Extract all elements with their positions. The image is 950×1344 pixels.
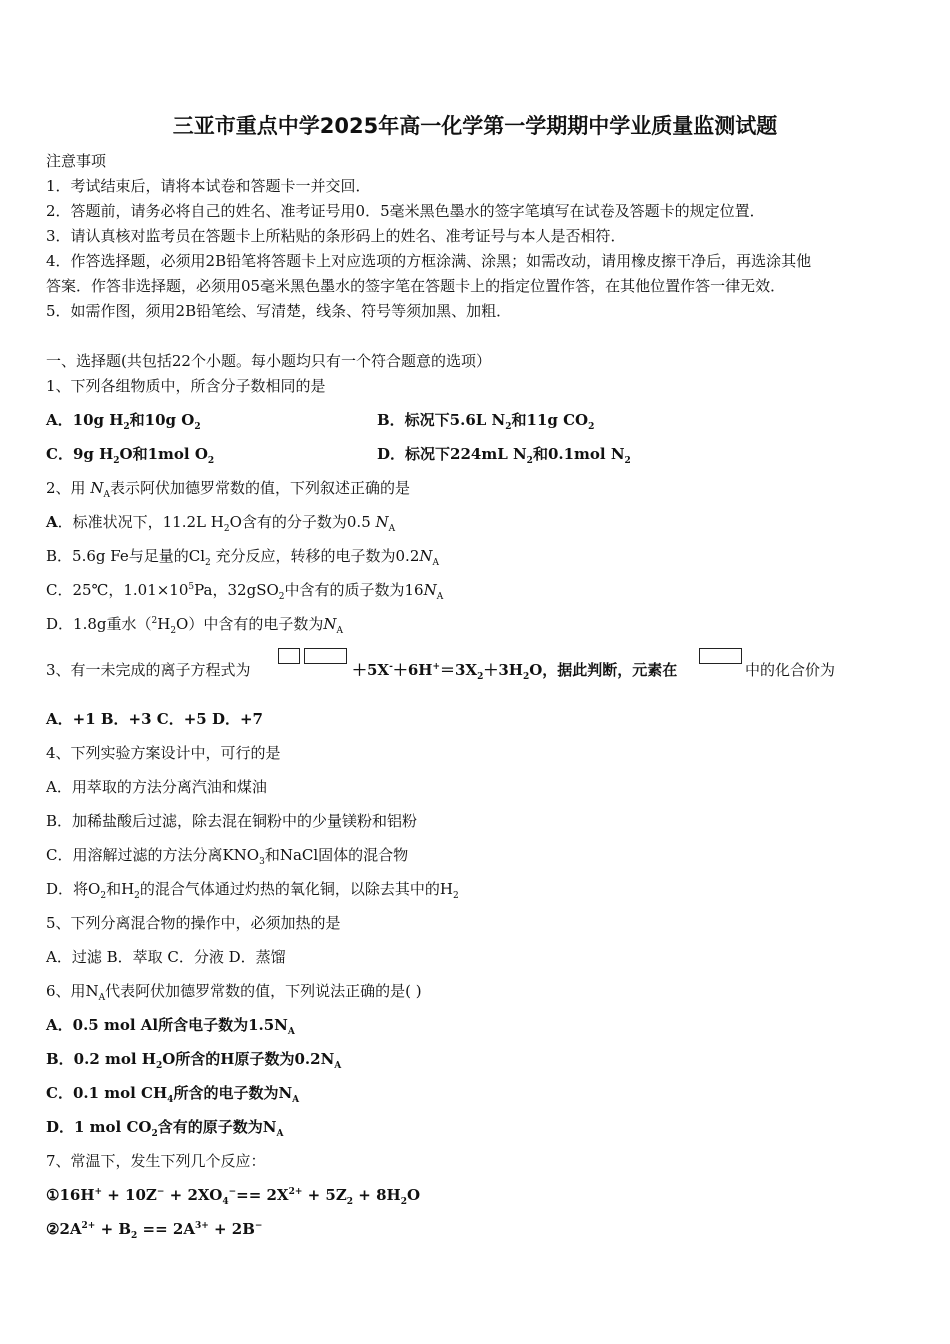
q2-option-c: C．25℃，$1.01\times 10^5Pa$，32gSO$_2$中含有的质子数为$16N_A$ [46,581,444,602]
section-heading: 一、选择题(共包括22个小题。每小题均只有一个符合题意的选项） [46,352,491,370]
notice-item: 3．请认真核对监考员在答题卡上所粘贴的条形码上的姓名、准考证号与本人是否相符． [46,227,626,245]
q2-option-d: D．1.8g重水$(^2H_2O)$中含有的电子数为$N_A$ [46,615,343,636]
q3-blank-box [699,648,742,664]
q4-stem: 4、下列实验方案设计中，可行的是 [46,744,281,762]
page-title: 三亚市重点中学2025年高一化学第一学期期中学业质量监测试题 [172,114,778,138]
q3-tail: 中的化合价为 [745,661,836,679]
q1-option-c: C．9g $H_2O$和1mol $O_2$ [46,445,215,466]
q6-option-b: B．0.2 mol $H_2O$所含的H原子数为$0.2N_A$ [46,1050,342,1071]
q4-option-d: D．将$O_2$和$H_2$的混合气体通过灼热的氧化铜，以除去其中的$H_2$ [46,880,459,901]
q4-option-c: C．用溶解过滤的方法分离$KNO_3$和NaCl固体的混合物 [46,846,409,867]
q7-reaction-2: $②2A^{2+} + B_2 == 2A^{3+} + 2B^-$ [46,1220,263,1241]
q1-option-b: B．标况下5.6L $N_2$和11g $CO_2$ [377,411,595,432]
q2-stem: 2、用 $N_A$表示阿伏加德罗常数的值，下列叙述正确的是 [46,479,410,500]
notice-heading: 注意事项 [46,152,107,170]
q1-stem: 1、下列各组物质中，所含分子数相同的是 [46,377,326,395]
q2-option-b: B．5.6g Fe与足量的$Cl_2$ 充分反应，转移的电子数为$0.2N_A$ [46,547,439,568]
q7-stem: 7、常温下，发生下列几个反应： [46,1152,266,1170]
q6-option-a: A．0.5 mol Al所含电子数为$1.5N_A$ [46,1016,295,1037]
q1-option-a: A．10g $H_2$和10g $O_2$ [46,411,201,432]
q3-blank-box [278,648,300,664]
notice-item: 5．如需作图，须用2B铅笔绘、写清楚，线条、符号等须加黑、加粗． [46,302,512,320]
q6-stem: 6、用$N_A$代表阿伏加德罗常数的值，下列说法正确的是( ) [46,982,422,1003]
q4-option-a: A．用萃取的方法分离汽油和煤油 [46,778,267,796]
q5-options: A．过滤 B．萃取 C．分液 D．蒸馏 [46,948,286,966]
notice-item: 2．答题前，请务必将自己的姓名、准考证号用0．5毫米黑色墨水的签字笔填写在试卷及答题卡的规定位置． [46,202,765,220]
q3-equation: $+5X^-+6H^+=3X_2+3H_2O$，据此判断，元素在 [352,661,678,682]
notice-item: 答案．作答非选择题，必须用05毫米黑色墨水的签字笔在答题卡上的指定位置作答，在其他位置作答一律无效． [46,277,786,295]
q1-option-d: D．标况下224mL $N_2$和0.1mol $N_2$ [377,445,631,466]
q2-option-a: A．标准状况下，11.2L $H_2O$含有的分子数为0.5 $N_A$ [46,513,396,534]
q3-blank-box [304,648,347,664]
notice-item: 4．作答选择题，必须用2B铅笔将答题卡上对应选项的方框涂满、涂黑；如需改动，请用橡皮擦干净后，再选涂其他 [46,252,812,270]
q3-stem: 3、有一未完成的离子方程式为 [46,661,251,679]
q4-option-b: B．加稀盐酸后过滤，除去混在铜粉中的少量镁粉和铝粉 [46,812,418,830]
q7-reaction-1: ①16H+ + $10Z^- + 2XO_4^-== 2X^{2+} + 5Z_2 + 8H_2O$ [46,1186,421,1207]
q6-option-c: C．0.1 mol $CH_4$所含的电子数为$N_A$ [46,1084,300,1105]
q3-options: A．+1 B．+3 C．+5 D．+7 [46,710,263,728]
q6-option-d: D．1 mol $CO_2$含有的原子数为$N_A$ [46,1118,284,1139]
notice-item: 1．考试结束后，请将本试卷和答题卡一并交回． [46,177,371,195]
q5-stem: 5、下列分离混合物的操作中，必须加热的是 [46,914,341,932]
